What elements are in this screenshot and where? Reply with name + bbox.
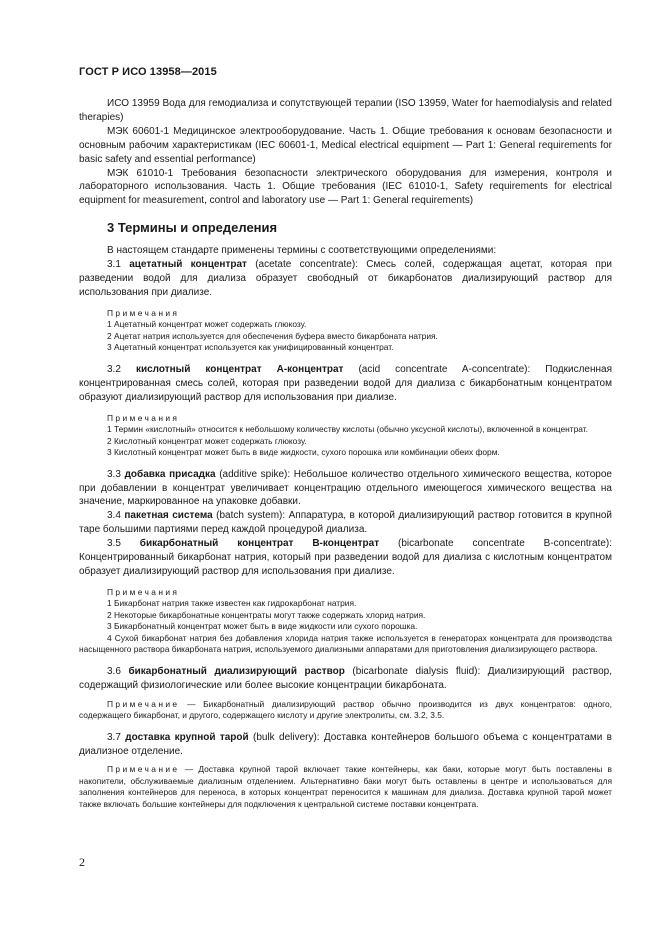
term-number: 3.5 xyxy=(107,538,121,550)
note-text: — Доставка крупной тарой включает такие контейнеры, как баки, которые могут быть поставлены в накопители, обслуживаемые диализным отделением. Альтернативно баки могут быть оставлены в центре и использоваться для заполнения контейнеров для переноса, в которых концентрат переносится к машинам для диализа. Доставка крупной тарой может также включать большие контейнеры для подключения к центральной системе поставки концентрата. xyxy=(79,764,612,809)
reference-iso-13959: ИСО 13959 Вода для гемодиализа и сопутствующей терапии (ISO 13959, Water for haemodialysis and related therapies) xyxy=(79,98,612,123)
term-3-4 xyxy=(79,509,612,537)
term-number: 3.3 xyxy=(107,468,121,480)
note-item: 1 Ацетатный концентрат может содержать глюкозу. xyxy=(107,319,307,330)
note-item: 3 Кислотный концентрат может быть в виде жидкости, сухого порошка или комбинации обеих форм. xyxy=(107,447,500,458)
term-definition: (acid concentrate A-concentrate): Подкисленная концентрированная смесь солей, которая при разведении водой для диализа с бикарбонатным концентратом образуют диализирующий раствор для использования при диализе. xyxy=(79,363,613,403)
section-intro: В настоящем стандарте применены термины с соответствующими определениями: xyxy=(107,245,497,257)
term-number: 3.7 xyxy=(107,731,121,743)
page-body xyxy=(79,97,612,810)
note-item: 2 Некоторые бикарбонатные концентраты могут также содержать хлорид натрия. xyxy=(107,609,426,620)
note-item: 1 Термин «кислотный» относится к небольшому количеству кислоты (обычно уксусной кислоты), включенной в концентрат. xyxy=(107,424,588,435)
notes-label: Примечания xyxy=(107,586,180,597)
notes-3-2 xyxy=(79,413,612,459)
reference-iec-60601-1: МЭК 60601-1 Медицинское электрооборудование. Часть 1. Общие требования к основам безопасности и основным рабочим характеристикам (IEC 60601-1, Medical electrical equipment — Part 1: General requirements for basic safety and essential performance) xyxy=(79,125,612,165)
page-number: 2 xyxy=(79,855,85,869)
note-item: 2 Кислотный концентрат может содержать глюкозу. xyxy=(107,435,307,446)
term-name: ацетатный концентрат xyxy=(129,259,247,271)
term-name: добавка присадка xyxy=(124,468,216,480)
term-3-3 xyxy=(79,468,612,510)
term-3-1 xyxy=(79,258,612,300)
note-item: 3 Ацетатный концентрат используется как унифицированный концентрат. xyxy=(107,342,394,353)
term-name: бикарбонатный концентрат В-концентрат xyxy=(139,538,380,550)
term-definition: (additive spike): Небольшое количество отдельного химического вещества, которое при добавлении в концентрат увеличивает концентрацию отдельного имеющегося химического вещества на значение, маркированное на упаковке добавки. xyxy=(79,468,612,508)
note-label: Примечание xyxy=(107,764,180,775)
term-number: 3.6 xyxy=(107,665,121,677)
term-3-5 xyxy=(79,537,612,579)
note-item: 4 Сухой бикарбонат натрия без добавления хлорида натрия также используется в генераторах концентрата для производства насыщенного раствора бикарбоната натрия, используемого диализными аппаратами для приготовления диализирующего раствора. xyxy=(79,632,612,655)
reference-iec-61010-1: МЭК 61010-1 Требования безопасности электрического оборудования для измерения, контроля и лабораторного использования. Часть 1. Общие требования (IEC 61010-1, Safety requirements for electrical equipment for measurement, control and laboratory use — Part 1: General requirements) xyxy=(79,167,612,207)
term-3-2 xyxy=(79,363,612,405)
page-header: ГОСТ Р ИСО 13958—2015 xyxy=(79,66,217,78)
term-name: доставка крупной тарой xyxy=(125,731,249,743)
term-3-7 xyxy=(79,731,612,759)
note-item: 3 Бикарбонатный концентрат может быть в виде жидкости или сухого порошка. xyxy=(107,621,418,632)
note-3-7 xyxy=(79,764,612,810)
term-definition: (acetate concentrate): Смесь солей, содержащая ацетат, которая при разведении водой для диализа образует свободный от бикарбонатов диализирующий раствор для использования при диализе. xyxy=(79,259,612,298)
notes-3-1 xyxy=(79,308,612,354)
note-label: Примечание xyxy=(107,698,180,709)
term-definition: (batch system): Аппаратура, в которой диализирующий раствор готовится в крупной таре большими партиями перед каждой процедурой диализа. xyxy=(79,510,613,536)
term-number: 3.1 xyxy=(107,259,121,271)
note-3-6 xyxy=(79,699,612,722)
term-name: бикарбонатный диализирующий раствор xyxy=(128,665,345,677)
term-name: кислотный концентрат А-концентрат xyxy=(135,363,344,375)
term-definition: (bicarbonate concentrate B-concentrate): Концентрированный бикарбонат натрия, который при разведении водой для диализа с кислотным концентратом образует диализирующий раствор для использования при диализе. xyxy=(79,538,613,577)
note-item: 2 Ацетат натрия используется для обеспечения буфера вместо бикарбоната натрия. xyxy=(107,330,438,341)
term-number: 3.4 xyxy=(107,510,121,522)
term-name: пакетная система xyxy=(124,510,213,522)
term-definition: (bicarbonate dialysis fluid): Диализирующий раствор, содержащий физиологические или более высокие концентрации бикарбоната. xyxy=(79,665,612,691)
note-item: 1 Бикарбонат натрия также известен как гидрокарбонат натрия. xyxy=(107,598,357,609)
term-3-6 xyxy=(79,665,612,693)
notes-3-5 xyxy=(79,587,612,656)
term-number: 3.2 xyxy=(107,363,121,375)
term-definition: (bulk delivery): Доставка контейнеров большого объема с концентратами в диализное отделение. xyxy=(79,731,612,757)
note-text: — Бикарбонатный диализирующий раствор обычно производится из двух концентратов: одного, содержащего бикарбонат, и другого, содержащего кислоту и другие электролиты, см. 3.2, 3.5. xyxy=(79,698,612,721)
notes-label: Примечания xyxy=(107,307,180,318)
notes-label: Примечания xyxy=(107,412,180,423)
section-title: 3 Термины и определения xyxy=(107,220,278,236)
